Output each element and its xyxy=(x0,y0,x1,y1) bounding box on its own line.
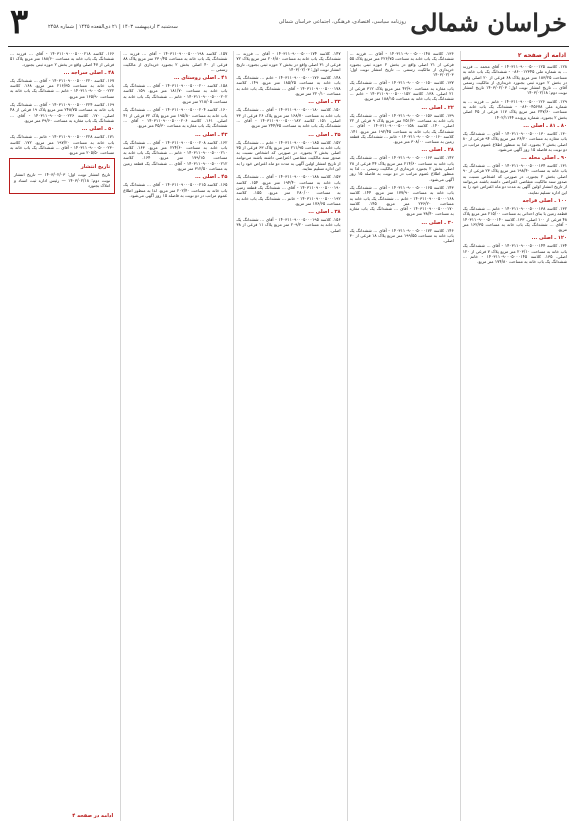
notice-text: ۱۵۲. کلاسه ۱۴۰۳۱۱۰۹۰۰۰۵۰۰۰۱۸۵ - خانم ... ششدانگ یک باب خانه به مساحت ۲۱۱/۹۵ متر مربع پلاک ۶۳ فرعی از ۳۵ اصلی بخش ۲ بجنورد. در صورتی که اشخاص نسبت به صدور سند مالکیت متقاضی اعتراضی داشته باشند می‌توانند از تاریخ انتشار اولین آگهی به مدت دو ماه اعتراض خود را به این اداره تسلیم نمایند. xyxy=(236,139,341,172)
section-heading: ۳۵ ـ اصلی ... xyxy=(308,131,341,138)
notice-text: ۱۶۰. کلاسه ۱۴۰۳۱۱۰۹۰۰۰۵۰۰۰۲۰۴ - آقای ... ششدانگ یک باب خانه به مساحت ۱۹۵/۸۰ متر مربع پلاک ۳۲ فرعی از ۴۱ اصلی. ۱۶۱. کلاسه ۱۴۰۳۱۱۰۹۰۰۰۵۰۰۰۲۰۶ - آقای ... ششدانگ یک باب مغازه به مساحت ۴۵/۳۰ متر مربع. xyxy=(123,107,228,129)
continued-note: ادامه در صفحه ۴ xyxy=(72,813,114,819)
column-head: ادامه از صفحه ۲ xyxy=(461,51,569,61)
section-heading: ۴۸ ـ اصلی سراجه ... xyxy=(63,69,115,76)
section-heading: ۲۸ ـ اصلی ... xyxy=(421,147,454,154)
notice-text: ۱۴۶. کلاسه ۱۴۰۳۱۱۰۹۰۰۰۵۰۰۰۱۷۲ - آقای ... ششدانگ یک باب خانه به مساحت ۱۹۹/۵۵ متر مربع پلاک ۱۸ فرعی از ۳۰ اصلی. xyxy=(349,227,454,244)
issue-info: سه‌شنبه ۳ اردیبهشت ۱۴۰۳ | ۲۱ ذی‌القعده ۱۴۴۵ | شماره ۲۴۵۸ xyxy=(48,24,178,30)
column-3 xyxy=(233,51,342,821)
section-heading: ۳۸ ـ اصلی ... xyxy=(308,209,341,216)
section-heading: ۱۲۰ ـ اصلی ... xyxy=(531,235,567,242)
notice-text: ۱۴۷. کلاسه ۱۴۰۳۱۱۰۹۰۰۰۵۰۰۰۱۷۴ - آقای ... فرزند ... ششدانگ یک باب خانه به مساحت ۲۰۶/۸۰ متر مربع پلاک ۷۲ فرعی از ۳۱ اصلی واقع در بخش ۲ حوزه ثبتی بجنورد. تاریخ انتشار نوبت اول: ۱۴۰۳/۰۲/۰۳ xyxy=(236,51,341,72)
column-4 xyxy=(120,51,229,821)
column-1 xyxy=(460,51,569,821)
section-heading: ۱۰۰ ـ اصلی قراجه xyxy=(522,197,567,204)
notice-text: ۱۳۲. کلاسه ۱۴۰۳۱۱۰۹۰۰۰۵۰۰۰۱۳۸ - خانم ... ششدانگ یک قطعه زمین با بنای احداثی به مساحت ۲۱۵/۰۰ متر مربع پلاک ۴۸ فرعی از ۱۰۰ اصلی. ۱۳۳. کلاسه ۱۴۰۳۱۱۰۹۰۰۰۵۰۰۰۱۴۰ - آقای ... ششدانگ یک باب خانه به مساحت ۱۶۲/۳۵ متر مربع. xyxy=(462,205,568,233)
column-2 xyxy=(347,51,456,821)
notice-text: ۱۶۹. کلاسه ۱۴۰۳۱۱۰۹۰۰۰۵۰۰۰۲۲۴ - آقای ... ششدانگ یک باب خانه به مساحت ۲۴۸/۷۵ متر مربع پلاک ۱۹ فرعی از ۴۸ اصلی. ۱۷۰. کلاسه ۱۴۰۳۱۱۰۹۰۰۰۵۰۰۰۲۲۶ - آقای ... ششدانگ یک باب مغازه به مساحت ۳۹/۶۰ متر مربع. xyxy=(9,102,115,123)
masthead xyxy=(8,2,569,47)
section-heading: ۴۵ ـ اصلی ... xyxy=(195,174,228,181)
notice-text: ۱۴۳. کلاسه ۱۴۰۳۱۱۰۹۰۰۰۵۰۰۰۱۶۵ - آقای ... ششدانگ یک باب خانه به مساحت ۱۷۷/۹۰ متر مربع. ۱۴۴. کلاسه ۱۴۰۳۱۱۰۹۰۰۰۵۰۰۰۱۶۸ - خانم ... ششدانگ یک باب خانه به مساحت ۲۳۶/۲۰ متر مربع. ۱۴۵. کلاسه ۱۴۰۳۱۱۰۹۰۰۰۵۰۰۰۱۷۰ - آقای ... ششدانگ یک باب مغازه به مساحت ۳۸/۴۰ متر مربع. xyxy=(349,184,454,217)
columns xyxy=(8,51,569,821)
notice-text: ۱۲۹. کلاسه ۱۴۰۳۱۱۰۹۰۰۰۵۰۰۰۱۲۶ - خانم ... فرزند ... به شماره ملی ۰۸۶۰۰۴۵۶۷۸ - ششدانگ یک باب خانه به مساحت ۲۴۷/۶۰ متر مربع پلاک ۱۱۷ فرعی از ۴۵ اصلی بخش ۲ بجنورد. شماره پرونده ۱۴۰۲/۱۱۴۴ xyxy=(462,98,567,120)
notice-text: ۱۶۵. کلاسه ۱۴۰۳۱۱۰۹۰۰۰۵۰۰۰۲۱۵ - آقای ... ششدانگ یک باب خانه به مساحت ۲۰۲/۴۰ متر مربع. لذا به منظور اطلاع عموم مراتب در دو نوبت به فاصله ۱۵ روز آگهی می‌شود. xyxy=(123,182,228,198)
notice-box xyxy=(9,158,115,194)
section-heading: ۴۳ ـ اصلی ... xyxy=(195,131,228,138)
column-5 xyxy=(8,51,116,821)
notice-text: ۱۵۸. کلاسه ۱۴۰۳۱۱۰۹۰۰۰۵۰۰۰۲۰۰ - آقای ... ششدانگ یک باب خانه به مساحت ۱۸۱/۷۰ متر مربع. ۱۵۹. کلاسه ۱۴۰۳۱۱۰۹۰۰۰۵۰۰۰۲۰۲ - خانم ... ششدانگ یک باب خانه به مساحت ۲۱۸/۰۵ متر مربع. xyxy=(123,83,228,105)
notice-text: ۱۶۷. کلاسه ۱۴۰۳۱۱۰۹۰۰۰۵۰۰۰۲۲۰ - آقای ... ششدانگ یک باب خانه به مساحت ۲۱۶/۳۵ متر مربع. ۱۶۸. کلاسه ۱۴۰۳۱۱۰۹۰۰۰۵۰۰۰۲۲۲ - خانم ... ششدانگ یک باب خانه به مساحت ۱۶۵/۹۰ متر مربع. xyxy=(9,77,115,99)
notice-text: ۱۷۱. کلاسه ۱۴۰۳۱۱۰۹۰۰۰۵۰۰۰۲۲۸ - خانم ... ششدانگ یک باب خانه به مساحت ۱۹۷/۲۰ متر مربع. ۱۷۲. کلاسه ۱۴۰۳۱۱۰۹۰۰۰۵۰۰۰۲۳۰ - آقای ... ششدانگ یک باب خانه به مساحت ۲۰۵/۵۰ متر مربع. xyxy=(9,134,115,156)
notice-box-heading: تاریخ انتشار xyxy=(80,164,111,171)
notice-text: ۱۵۷. کلاسه ۱۴۰۳۱۱۰۹۰۰۰۵۰۰۰۱۹۸ - آقای ... فرزند ... ششدانگ یک باب خانه به مساحت ۲۳۰/۴۵ متر مربع پلاک ۸۸ فرعی از ۴۰ اصلی بخش ۲ بجنورد خریداری از مالکیت رسمی ... xyxy=(123,51,228,72)
section-heading: ۲۲ ـ اصلی ... xyxy=(421,104,454,111)
notice-text: ۱۳۹. کلاسه ۱۴۰۳۱۱۰۹۰۰۰۵۰۰۰۱۵۶ - آقای ... ششدانگ یک باب خانه به مساحت ۲۵۱/۳۰ متر مربع پلاک ۹ فرعی از ۲۲ اصلی. ۱۴۰. کلاسه ۱۴۰۳۱۱۰۹۰۰۰۵۰۰۰۱۵۸ - آقای ... ششدانگ یک باب خانه به مساحت ۱۹۲/۴۵ متر مربع. ۱۴۱. کلاسه ۱۴۰۳۱۱۰۹۰۰۰۵۰۰۰۱۶۰ - خانم ... ششدانگ یک قطعه زمین به مساحت ۳۰۸/۰۰ متر مربع. xyxy=(349,112,454,145)
notice-text: ۱۳۰. کلاسه ۱۴۰۳۱۱۰۹۰۰۰۵۰۰۰۱۳۰ - آقای ... ششدانگ یک باب مغازه به مساحت ۳۶/۲۰ متر مربع پلاک ۹۴ فرعی از ۸۰ اصلی بخش ۲ بجنورد. لذا به منظور اطلاع عموم مراتب در دو نوبت به فاصله ۱۵ روز آگهی می‌شود. xyxy=(462,130,568,152)
page-number: ۳ xyxy=(10,2,29,42)
notice-box-text: تاریخ انتشار نوبت اول: ۱۴۰۳/۰۲/۰۳ — تاریخ انتشار نوبت دوم: ۱۴۰۳/۰۲/۱۸ — رئیس اداره ثبت اسناد و املاک بجنورد xyxy=(13,172,111,189)
notice-text: ۱۳۷. کلاسه ۱۴۰۳۱۱۰۹۰۰۰۵۰۰۰۱۵۰ - آقای ... ششدانگ یک باب مغازه به مساحت ۴۲/۹۰ متر مربع پلاک ۳۱۲ فرعی از ۲۱ اصلی. ۱۳۸. کلاسه ۱۴۰۳۱۱۰۹۰۰۰۵۰۰۰۱۵۲ - خانم ... ششدانگ یک باب خانه به مساحت ۱۸۸/۱۵ متر مربع. xyxy=(349,80,454,102)
section-heading: ۴۱ ـ اصلی روستای ... xyxy=(173,75,228,82)
section-heading: ۳۳ ـ اصلی ... xyxy=(308,99,341,106)
section-heading: ۸۰ ـ ۸۱ ـ اصلی ... xyxy=(523,122,567,129)
notice-text: ۱۶۲. کلاسه ۱۴۰۳۱۱۰۹۰۰۰۵۰۰۰۲۰۸ - آقای ... ششدانگ یک باب خانه به مساحت ۲۲۴/۶۰ متر مربع. ۱۶۳. کلاسه ۱۴۰۳۱۱۰۹۰۰۰۵۰۰۰۲۱۰ - خانم ... ششدانگ یک باب خانه به مساحت ۱۷۹/۱۵ متر مربع. ۱۶۴. کلاسه ۱۴۰۳۱۱۰۹۰۰۰۵۰۰۰۲۱۲ - آقای ... ششدانگ یک قطعه زمین به مساحت ۳۱۲/۵۰ متر مربع. xyxy=(123,139,228,172)
brand xyxy=(279,8,567,37)
notice-text: ۱۴۸. کلاسه ۱۴۰۳۱۱۰۹۰۰۰۵۰۰۰۱۷۶ - خانم ... ششدانگ یک باب خانه به مساحت ۱۸۵/۲۵ متر مربع. ۱۴۹. کلاسه ۱۴۰۳۱۱۰۹۰۰۰۵۰۰۰۱۷۸ - آقای ... ششدانگ یک باب خانه به مساحت ۲۲۰/۱۰ متر مربع. xyxy=(236,75,341,97)
notice-text: ۱۴۲. کلاسه ۱۴۰۳۱۱۰۹۰۰۰۵۰۰۰۱۶۳ - آقای ... ششدانگ یک باب خانه به مساحت ۲۱۴/۶۰ متر مربع پلاک ۴۴ فرعی از ۲۸ اصلی بخش ۲ بجنورد خریداری از مالکیت رسمی ... لذا به منظور اطلاع عموم مراتب در دو نوبت به فاصله ۱۵ روز آگهی می‌شود. xyxy=(349,155,454,182)
notice-text: ۱۵۰. کلاسه ۱۴۰۳۱۱۰۹۰۰۰۵۰۰۰۱۸۰ - آقای ... ششدانگ یک باب خانه به مساحت ۱۶۸/۷۰ متر مربع پلاک ۲۶ فرعی از ۳۳ اصلی. ۱۵۱. کلاسه ۱۴۰۳۱۱۰۹۰۰۰۵۰۰۰۱۸۲ - آقای ... ششدانگ یک باب خانه به مساحت ۲۴۴/۳۵ متر مربع. xyxy=(236,107,341,129)
notice-text: ۱۵۳. کلاسه ۱۴۰۳۱۱۰۹۰۰۰۵۰۰۰۱۸۸ - آقای ... ششدانگ یک باب خانه به مساحت ۱۹۴/۴۰ متر مربع. ۱۵۴. کلاسه ۱۴۰۳۱۱۰۹۰۰۰۵۰۰۰۱۹۰ - آقای ... ششدانگ یک قطعه زمین به مساحت ۲۸۰/۰۰ متر مربع. ۱۵۵. کلاسه ۱۴۰۳۱۱۰۹۰۰۰۵۰۰۰۱۹۲ - خانم ... ششدانگ یک باب خانه به مساحت ۱۷۶/۶۵ متر مربع. xyxy=(236,174,341,206)
notice-text: ۱۳۶. کلاسه ۱۴۰۳۱۱۰۹۰۰۰۵۰۰۰۱۴۸ - آقای ... فرزند ... ششدانگ یک باب خانه به مساحت ۲۲۶/۷۵ متر مربع پلاک ۵۵ فرعی از ۲۱ اصلی واقع در بخش ۲ حوزه ثبتی بجنورد خریداری از مالکیت رسمی ... تاریخ انتشار نوبت اول: ۱۴۰۳/۰۲/۰۳ xyxy=(349,51,454,78)
section-heading: ۳۰ ـ اصلی ... xyxy=(421,219,454,226)
notice-text: ۱۶۶. کلاسه ۱۴۰۳۱۱۰۹۰۰۰۵۰۰۰۲۱۸ - آقای ... فرزند ... ششدانگ یک باب خانه به مساحت ۱۸۸/۶۰ متر مربع پلاک ۵۱ فرعی از ۴۷ اصلی واقع در بخش ۲ حوزه ثبتی بجنورد. xyxy=(9,51,115,67)
notice-text: ۱۲۸. کلاسه ۱۴۰۳۱۱۰۹۰۰۰۵۰۰۰۱۲۵ - آقای محمد ... فرزند ... به شماره ملی ۰۸۶۰۰۱۲۳۴۵ - ششدانگ یک باب خانه به مساحت ۱۸۳/۲۵ متر مربع پلاک ۶۸ فرعی از ۲۰ اصلی واقع در بخش ۲ حوزه ثبتی بجنورد خریداری از مالکیت رسمی آقای ... تاریخ انتشار نوبت اول: ۱۴۰۳/۰۲/۰۳ تاریخ انتشار نوبت دوم: ۱۴۰۳/۰۲/۱۸ xyxy=(462,64,568,96)
section-heading: ۵۰ ـ اصلی ... xyxy=(81,126,115,133)
section-heading: ۹۰ ـ اصلی محله ... xyxy=(521,155,567,162)
notice-text: ۱۳۱. کلاسه ۱۴۰۳۱۱۰۹۰۰۰۵۰۰۰۱۳۴ - آقای ... ششدانگ یک باب خانه به مساحت ۱۹۸/۴۰ متر مربع پلاک ۲۳ فرعی از ۹۰ اصلی بخش ۲ بجنورد. در صورتی که اشخاص نسبت به صدور سند مالکیت متقاضی اعتراضی داشته باشند می‌توانند از تاریخ انتشار اولین آگهی به مدت دو ماه اعتراض خود را به این اداره تسلیم نمایند. xyxy=(462,163,568,195)
notice-text: ۱۳۴. کلاسه ۱۴۰۳۱۱۰۹۰۰۰۵۰۰۰۱۴۴ - آقای ... ششدانگ یک باب خانه به مساحت ۲۰۳/۱۰ متر مربع پلاک ۷ فرعی از ۱۲۰ اصلی. ۱۳۵. کلاسه ۱۴۰۳۱۱۰۹۰۰۰۵۰۰۰۱۴۵ - خانم ... ششدانگ یک باب خانه به مساحت ۱۷۴/۸۰ متر مربع. xyxy=(462,243,568,265)
brand-logo: خراسان شمالی xyxy=(410,8,567,37)
brand-tagline: روزنامه سیاسی، اقتصادی، فرهنگی، اجتماعی خراسان شمالی xyxy=(278,19,407,25)
notice-text: ۱۵۶. کلاسه ۱۴۰۳۱۱۰۹۰۰۰۵۰۰۰۱۹۵ - آقای ... ششدانگ یک باب خانه به مساحت ۲۰۹/۲۰ متر مربع پلاک ۱۱ فرعی از ۳۸ اصلی. xyxy=(236,217,341,233)
